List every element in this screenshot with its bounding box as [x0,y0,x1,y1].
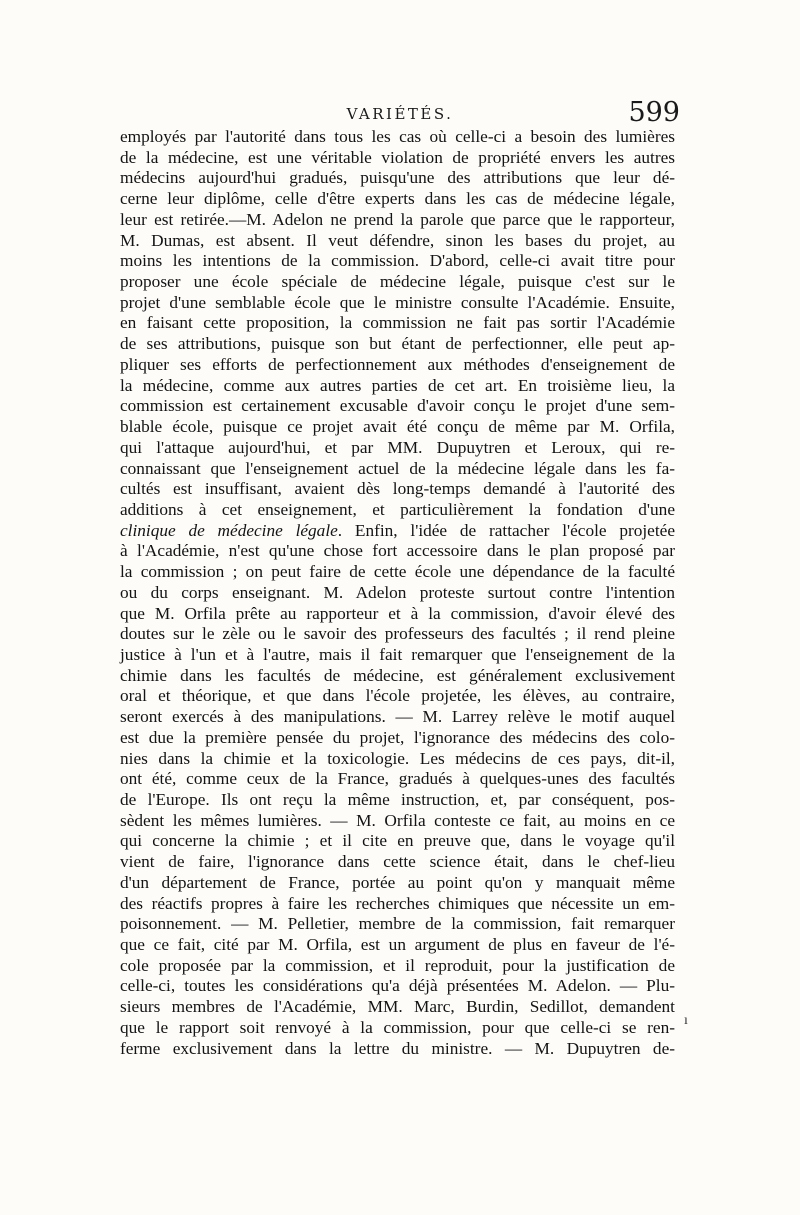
text-line: cultés est insuffisant, avaient dès long-temps demandé à l'autorité des [120,479,675,499]
margin-mark: ı [684,1013,688,1028]
text-line: nies dans la chimie et la toxicologie. Les médecins de ces pays, dit-il, [120,748,675,768]
text-line: moins les intentions de la commission. D'abord, celle-ci avait titre pour [120,251,675,271]
text-line: celle-ci, toutes les considérations qu'a déjà présentées M. Adelon. — Plu- [120,976,675,996]
text-line: de ses attributions, puisque son but étant de perfectionner, elle peut ap- [120,334,675,354]
page-number: 599 [628,97,680,128]
text-line: doutes sur le zèle ou le savoir des professeurs des facultés ; il rend pleine [120,624,675,644]
text-line: M. Dumas, est absent. Il veut défendre, sinon les bases du projet, au [120,230,675,250]
text-line: médecins aujourd'hui gradués, puisqu'une des attributions que leur dé- [120,168,675,188]
text-line: seront exercés à des manipulations. — M. Larrey relève le motif auquel [120,707,675,727]
text-line: sieurs membres de l'Académie, MM. Marc, Burdin, Sedillot, demandent [120,997,675,1017]
text-line: de l'Europe. Ils ont reçu la même instruction, et, par conséquent, pos- [120,790,675,809]
text-line: cole proposée par la commission, et il reproduit, pour la justification de [120,955,675,975]
text-line: poisonnement. — M. Pelletier, membre de la commission, fait remarquer [120,914,675,934]
text-line: des réactifs propres à faire les recherches chimiques que nécessite un em- [120,893,675,913]
text-line: pliquer ses efforts de perfectionnement aux méthodes d'enseignement de [120,354,675,374]
text-line: la commission ; on peut faire de cette école une dépendance de la faculté [120,562,675,582]
text-line: qui l'attaque aujourd'hui, et par MM. Dupuytren et Leroux, qui re- [120,437,675,457]
text-line: proposer une école spéciale de médecine légale, puisque c'est sur le [120,272,675,292]
text-line: que le rapport soit renvoyé à la commission, pour que celle-ci se ren- [120,1017,675,1037]
text-line: justice à l'un et à l'autre, mais il fait remarquer que l'enseignement de la [120,644,675,664]
text-line: en faisant cette proposition, la commission ne fait pas sortir l'Académie [120,313,675,333]
running-title: VARIÉTÉS. [346,105,454,123]
text-line: chimie dans les facultés de médecine, est généralement exclusivement [120,665,675,685]
page-header [120,99,680,129]
text-line: blable école, puisque ce projet avait été conçu de même par M. Orfila, [120,417,675,437]
text-line: clinique de médecine légale. Enfin, l'idée de rattacher l'école projetée [120,520,675,540]
text-line: leur est retirée.—M. Adelon ne prend la parole que parce que le rapporteur, [120,209,675,229]
italic-phrase: clinique de médecine légale [120,520,338,540]
text-line: la médecine, comme aux autres parties de cet art. En troisième lieu, la [120,375,675,395]
text-line: ou du corps enseignant. M. Adelon proteste surtout contre l'intention [120,582,675,602]
text-line: projet d'une semblable école que le ministre consulte l'Académie. Ensuite, [120,292,675,312]
text-line: ferme exclusivement dans la lettre du ministre. — M. Dupuytren de- [120,1038,675,1058]
text-line: connaissant que l'enseignement actuel de la médecine légale dans les fa- [120,458,675,478]
text-line: est due la première pensée du projet, l'ignorance des médecins des colo- [120,727,675,747]
text-line: oral et théorique, et que dans l'école projetée, les élèves, au contraire, [120,686,675,706]
text-line: vient de faire, l'ignorance dans cette science était, dans le chef-lieu [120,852,675,872]
text-line: d'un département de France, portée au point qu'on y manquait même [120,872,675,892]
text-line: qui concerne la chimie ; et il cite en preuve que, dans le voyage qu'il [120,831,675,851]
text-line: que M. Orfila prête au rapporteur et à la commission, d'avoir élevé des [120,603,675,623]
text-line: de la médecine, est une véritable violation de propriété envers les autres [120,147,675,167]
text-line: additions à cet enseignement, et particulièrement la fondation d'une [120,499,675,519]
text-line: sèdent les mêmes lumières. — M. Orfila conteste ce fait, au moins en ce [120,810,675,830]
text-line: que ce fait, cité par M. Orfila, est un argument de plus en faveur de l'é- [120,935,675,955]
text-line: à l'Académie, n'est qu'une chose fort accessoire dans le plan proposé par [120,541,675,561]
body-text [120,127,675,1059]
text-line: ont été, comme ceux de la France, gradués à quelques-unes des facultés [120,769,675,789]
text-line: employés par l'autorité dans tous les cas où celle-ci a besoin des lumières [120,127,675,146]
text-line: cerne leur diplôme, celle d'être experts dans les cas de médecine légale, [120,189,675,209]
text-line: commission est certainement excusable d'avoir conçu le projet d'une sem- [120,396,675,416]
